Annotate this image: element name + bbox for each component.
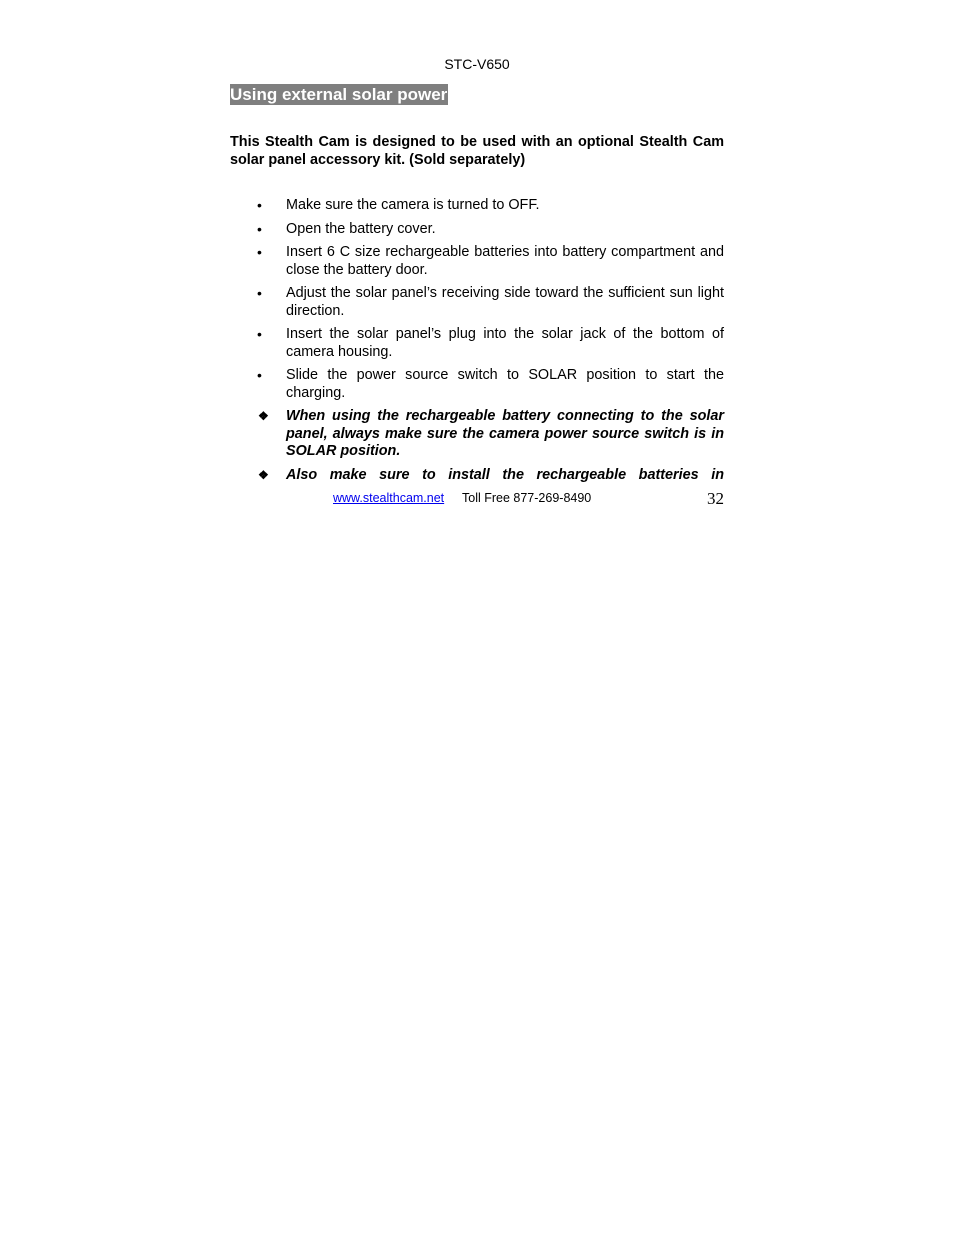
- phone-number: Toll Free 877-269-8490: [462, 491, 592, 505]
- diamond-bullet-icon: ❖: [258, 409, 269, 423]
- list-item-text: Insert the solar panel’s plug into the solar jack of the bottom of camera housing.: [286, 326, 724, 360]
- document-page: [230, 0, 724, 520]
- website-link[interactable]: www.stealthcam.net: [333, 491, 445, 505]
- bullet-icon: •: [257, 244, 262, 260]
- instruction-list: [230, 197, 724, 484]
- note-item-text: When using the rechargeable battery connecting to the solar panel, always make sure the camera power source switch is in SOLAR position.: [286, 408, 724, 459]
- page-number: 32: [707, 489, 724, 508]
- list-item-text: Open the battery cover.: [286, 220, 436, 237]
- list-item-text: Make sure the camera is turned to OFF.: [286, 197, 540, 213]
- list-item: [230, 221, 724, 239]
- bullet-icon: •: [257, 285, 262, 301]
- bullet-icon: •: [257, 326, 262, 342]
- note-item: [230, 467, 724, 485]
- note-item: [230, 408, 724, 461]
- model-header: STC-V650: [444, 56, 510, 72]
- intro-paragraph: This Stealth Cam is designed to be used with an optional Stealth Cam solar panel accessory kit. (Sold separately): [230, 134, 724, 168]
- list-item: [230, 285, 724, 320]
- section-title: Using external solar power: [230, 85, 448, 104]
- note-item-text: Also make sure to install the rechargeable batteries in: [286, 466, 724, 483]
- page-footer: [230, 489, 724, 513]
- list-item-text: Insert 6 C size rechargeable batteries into battery compartment and close the battery door.: [286, 244, 724, 278]
- list-item: [230, 197, 724, 215]
- diamond-bullet-icon: ❖: [258, 467, 269, 482]
- bullet-icon: •: [257, 220, 262, 237]
- bullet-icon: •: [257, 367, 262, 383]
- bullet-icon: •: [257, 197, 262, 213]
- list-item-text: Adjust the solar panel’s receiving side toward the sufficient sun light direction.: [286, 285, 724, 319]
- list-item-text: Slide the power source switch to SOLAR position to start the charging.: [286, 367, 724, 401]
- list-item: [230, 326, 724, 361]
- list-item: [230, 244, 724, 279]
- list-item: [230, 367, 724, 402]
